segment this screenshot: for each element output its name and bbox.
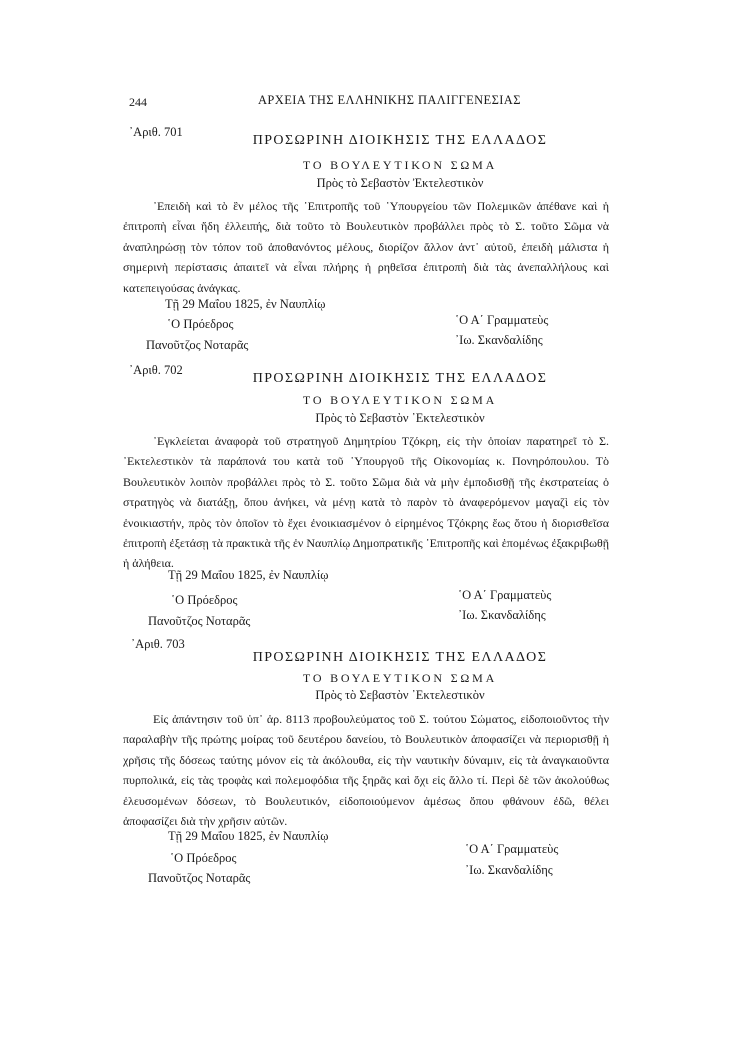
- president-name: Πανοῦτζος Νοταρᾶς: [146, 338, 249, 352]
- document-subheading: ΤΟ ΒΟΥΛΕΥΤΙΚΟΝ ΣΩΜΑ: [302, 671, 498, 685]
- secretary-name: ᾿Ιω. Σκανδαλίδης: [465, 863, 553, 877]
- page-number: 244: [129, 95, 147, 109]
- document-subheading: ΤΟ ΒΟΥΛΕΥΤΙΚΟΝ ΣΩΜΑ: [302, 393, 498, 407]
- secretary-name: ᾿Ιω. Σκανδαλίδης: [458, 608, 546, 622]
- document-heading: ΠΡΟΣΩΡΙΝΗ ΔΙΟΙΚΗΣΙΣ ΤΗΣ ΕΛΛΑΔΟΣ: [252, 650, 548, 665]
- document-addressee: Πρὸς τὸ Σεβαστὸν Ἐκτελεστικὸν: [316, 176, 484, 190]
- document-date: Τῇ 29 Μαΐου 1825, ἐν Ναυπλίῳ: [165, 297, 326, 311]
- document-subheading: ΤΟ ΒΟΥΛΕΥΤΙΚΟΝ ΣΩΜΑ: [302, 158, 498, 172]
- running-title: ΑΡΧΕΙΑ ΤΗΣ ΕΛΛΗΝΙΚΗΣ ΠΑΛΙΓΓΕΝΕΣΙΑΣ: [258, 93, 521, 107]
- president-title: ῾Ο Πρόεδρος: [167, 317, 234, 331]
- document-date: Τῇ 29 Μαΐου 1825, ἐν Ναυπλίῳ: [168, 568, 329, 582]
- secretary-name: ᾿Ιω. Σκανδαλίδης: [455, 333, 543, 347]
- document-heading: ΠΡΟΣΩΡΙΝΗ ΔΙΟΙΚΗΣΙΣ ΤΗΣ ΕΛΛΑΔΟΣ: [252, 371, 548, 386]
- document-addressee: Πρὸς τὸ Σεβαστὸν ᾿Εκτελεστικὸν: [315, 688, 485, 702]
- secretary-title: ῾Ο Α΄ Γραμματεὺς: [458, 588, 552, 602]
- document-number: ᾿Αριθ. 702: [129, 363, 183, 377]
- president-title: ῾Ο Πρόεδρος: [171, 593, 238, 607]
- president-name: Πανοῦτζος Νοταρᾶς: [148, 871, 251, 885]
- president-name: Πανοῦτζος Νοταρᾶς: [148, 614, 251, 628]
- document-heading: ΠΡΟΣΩΡΙΝΗ ΔΙΟΙΚΗΣΙΣ ΤΗΣ ΕΛΛΑΔΟΣ: [252, 133, 548, 148]
- president-title: ῾Ο Πρόεδρος: [170, 851, 237, 865]
- document-addressee: Πρὸς τὸ Σεβαστὸν ᾿Εκτελεστικὸν: [315, 411, 485, 425]
- document-body: Εἰς ἀπάντησιν τοῦ ὑπ᾿ ἀρ. 8113 προβουλεύματος τοῦ Σ. τούτου Σώματος, εἰδοποιοῦντος τὴν παραλαβὴν τῆς πρώτης μοίρας τοῦ δευτέρου δανείου, τὸ Βουλευτικὸν ἀποφασίζει νὰ περιορισθῇ ἡ χρῆσις τῆς δόσεως ταύτης μόνον εἰς τὰ ἀκόλουθα, εἰς τὴν ναυτικὴν δύναμιν, εἰς τὰ ἀναγκαιοῦντα πυρπολικά, εἰς τὰς τροφὰς καὶ πολεμοφόδια τῆς ξηρᾶς καὶ ὄχι εἰς ἄλλο τί. Περὶ δὲ τῶν ἀκολούθως ἐλευσομένων δόσεων, τὸ Βουλευτικόν, εἰδοποιούμενον ἀμέσως ὅπου φθάνουν ἐδῶ, θέλει ἀποφασίζει διὰ τὴν χρῆσιν αὐτῶν.: [123, 712, 609, 829]
- secretary-title: ῾Ο Α΄ Γραμματεὺς: [455, 313, 549, 327]
- secretary-title: ῾Ο Α΄ Γραμματεὺς: [465, 842, 559, 856]
- document-body: ᾿Εγκλείεται ἀναφορὰ τοῦ στρατηγοῦ Δημητρίου Τζόκρη, εἰς τὴν ὁποίαν παρατηρεῖ τὸ Σ. ᾿Εκτελεστικὸν τὰ παράπονά του κατὰ τοῦ ῾Υπουργοῦ τῆς Οἰκονομίας κ. Πονηρόπουλου. Τὸ Βουλευτικὸν λοιπὸν προβάλλει πρὸς τὸ Σ. τοῦτο Σῶμα διὰ νὰ μὴν ἐμποδισθῇ τῆς ἐκστρατείας ὁ στρατηγὸς νὰ διατάξῃ, ὅπου ἀνήκει, νὰ μένῃ κατὰ τὸ παρὸν τὸ ἀναφερόμενον μαγαζὶ εἰς τὸν ἐνοικιαστήν, πρὸς τὸν ὁποῖον τὸ ἔχει ἐνοικιασμένον ὁ εἰρημένος Τζόκρης ἕως ὅτου ἡ διορισθεῖσα ἐπιτροπὴ ἐξετάσῃ τὰ πρακτικὰ τῆς ἐν Ναυπλίῳ Δημοπρατικῆς ᾿Επιτροπῆς καὶ ἑπομένως ἐξακριβωθῇ ἡ ἀλήθεια.: [123, 434, 609, 571]
- document-number: ᾿Αριθ. 703: [131, 637, 185, 651]
- document-body: ᾿Επειδὴ καὶ τὸ ἓν μέλος τῆς ᾿Επιτροπῆς τοῦ ῾Υπουργείου τῶν Πολεμικῶν ἀπέθανε καὶ ἡ ἐπιτροπὴ εἶναι ἤδη ἐλλειπής, διὰ τοῦτο τὸ Βουλευτικὸν προβάλλει πρὸς τὸ Σ. τοῦτο Σῶμα νὰ ἀναπληρώσῃ τὸν τόπον τοῦ ἀποθανόντος μέλους, διορίζον ἄλλον ἀντ᾿ αὐτοῦ, ἐπειδὴ μάλιστα ἡ σημερινὴ περίστασις ἀπαιτεῖ νὰ εἶναι πλήρης ἡ ρηθεῖσα ἐπιτροπὴ διὰ τὰς ἀνεπαλλήλους καὶ κατεπειγούσας ἀνάγκας.: [123, 199, 609, 295]
- document-number: ᾿Αριθ. 701: [129, 125, 183, 139]
- document-date: Τῇ 29 Μαΐου 1825, ἐν Ναυπλίῳ: [168, 829, 329, 843]
